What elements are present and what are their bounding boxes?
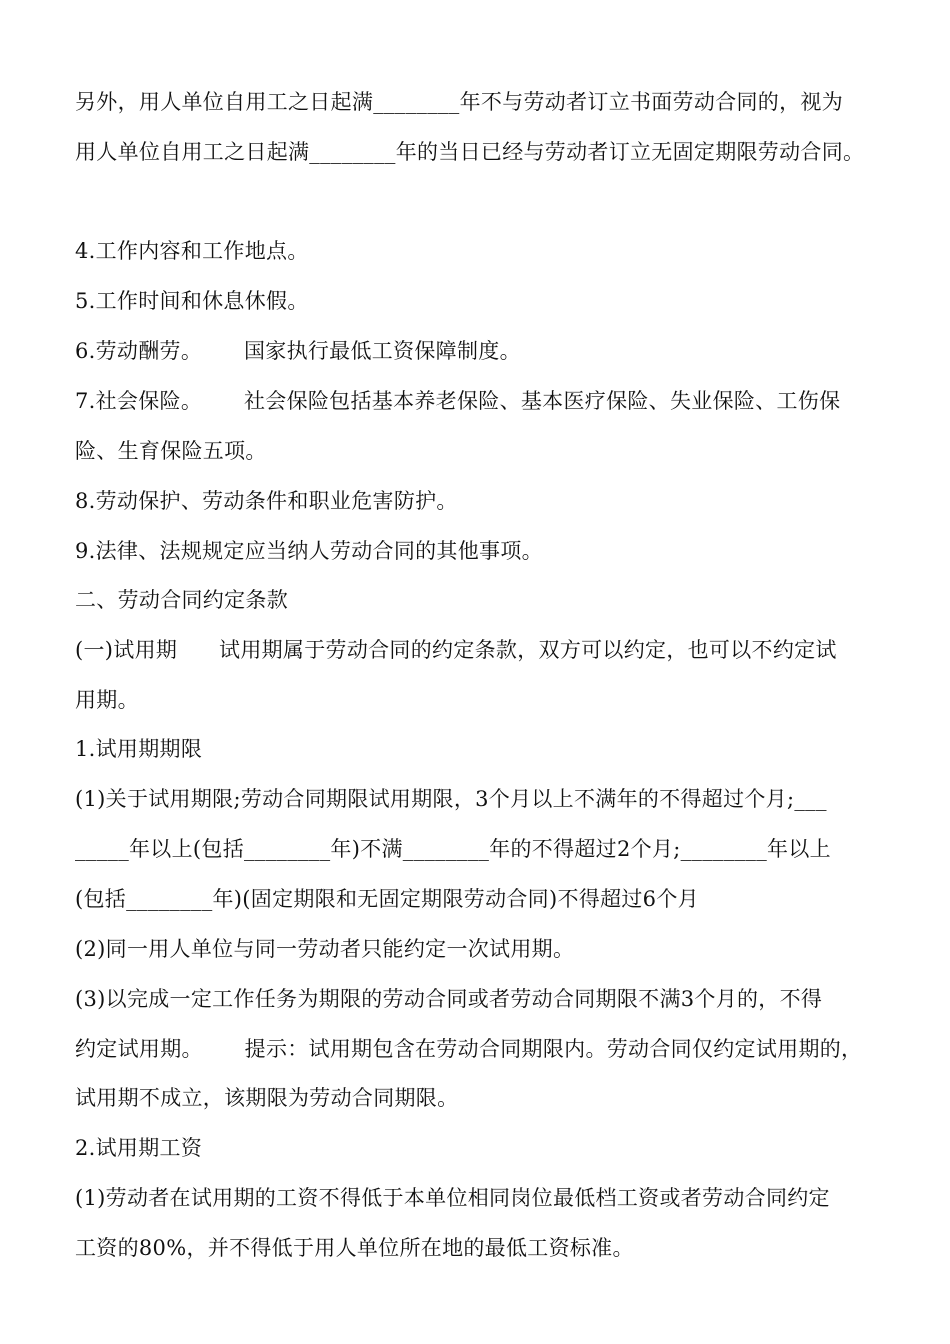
text-line: (2)同一用人单位与同一劳动者只能约定一次试用期。 [75, 937, 575, 961]
text-line: 约定试用期。 提示：试用期包含在劳动合同期限内。劳动合同仅约定试用期的， [75, 1037, 863, 1061]
subsection-heading: 1.试用期期限 [75, 737, 203, 761]
text-line: 6.劳动酬劳。 国家执行最低工资保障制度。 [75, 339, 521, 363]
text-line: (3)以完成一定工作任务为期限的劳动合同或者劳动合同期限不满3个月的，不得 [75, 987, 823, 1011]
text-line: (一)试用期 试用期属于劳动合同的约定条款，双方可以约定，也可以不约定试 [75, 638, 837, 662]
text-line: 9.法律、法规规定应当纳人劳动合同的其他事项。 [75, 539, 543, 563]
text-line: _____年以上(包括________年)不满________年的不得超过2个月;________年以上 [75, 837, 831, 861]
section-heading: 二、劳动合同约定条款 [75, 588, 288, 612]
text-line: (包括________年)(固定期限和无固定期限劳动合同)不得超过6个月 [75, 887, 699, 911]
text-line: 5.工作时间和休息休假。 [75, 289, 309, 313]
text-line: 4.工作内容和工作地点。 [75, 239, 309, 263]
text-line: 用人单位自用工之日起满________年的当日已经与劳动者订立无固定期限劳动合同。 [75, 140, 865, 164]
text-line: 险、生育保险五项。 [75, 439, 267, 463]
text-line: 7.社会保险。 社会保险包括基本养老保险、基本医疗保险、失业保险、工伤保 [75, 389, 841, 413]
text-line: 试用期不成立，该期限为劳动合同期限。 [75, 1086, 459, 1110]
text-line: 8.劳动保护、劳动条件和职业危害防护。 [75, 489, 458, 513]
text-line: 工资的80%，并不得低于用人单位所在地的最低工资标准。 [75, 1236, 634, 1260]
text-line: (1)关于试用期限;劳动合同期限试用期限，3个月以上不满年的不得超过个月;___ [75, 787, 827, 811]
text-line: 用期。 [75, 688, 139, 712]
text-line: 另外，用人单位自用工之日起满________年不与劳动者订立书面劳动合同的，视为 [75, 90, 843, 114]
text-line: (1)劳动者在试用期的工资不得低于本单位相同岗位最低档工资或者劳动合同约定 [75, 1186, 830, 1210]
subsection-heading: 2.试用期工资 [75, 1136, 203, 1160]
